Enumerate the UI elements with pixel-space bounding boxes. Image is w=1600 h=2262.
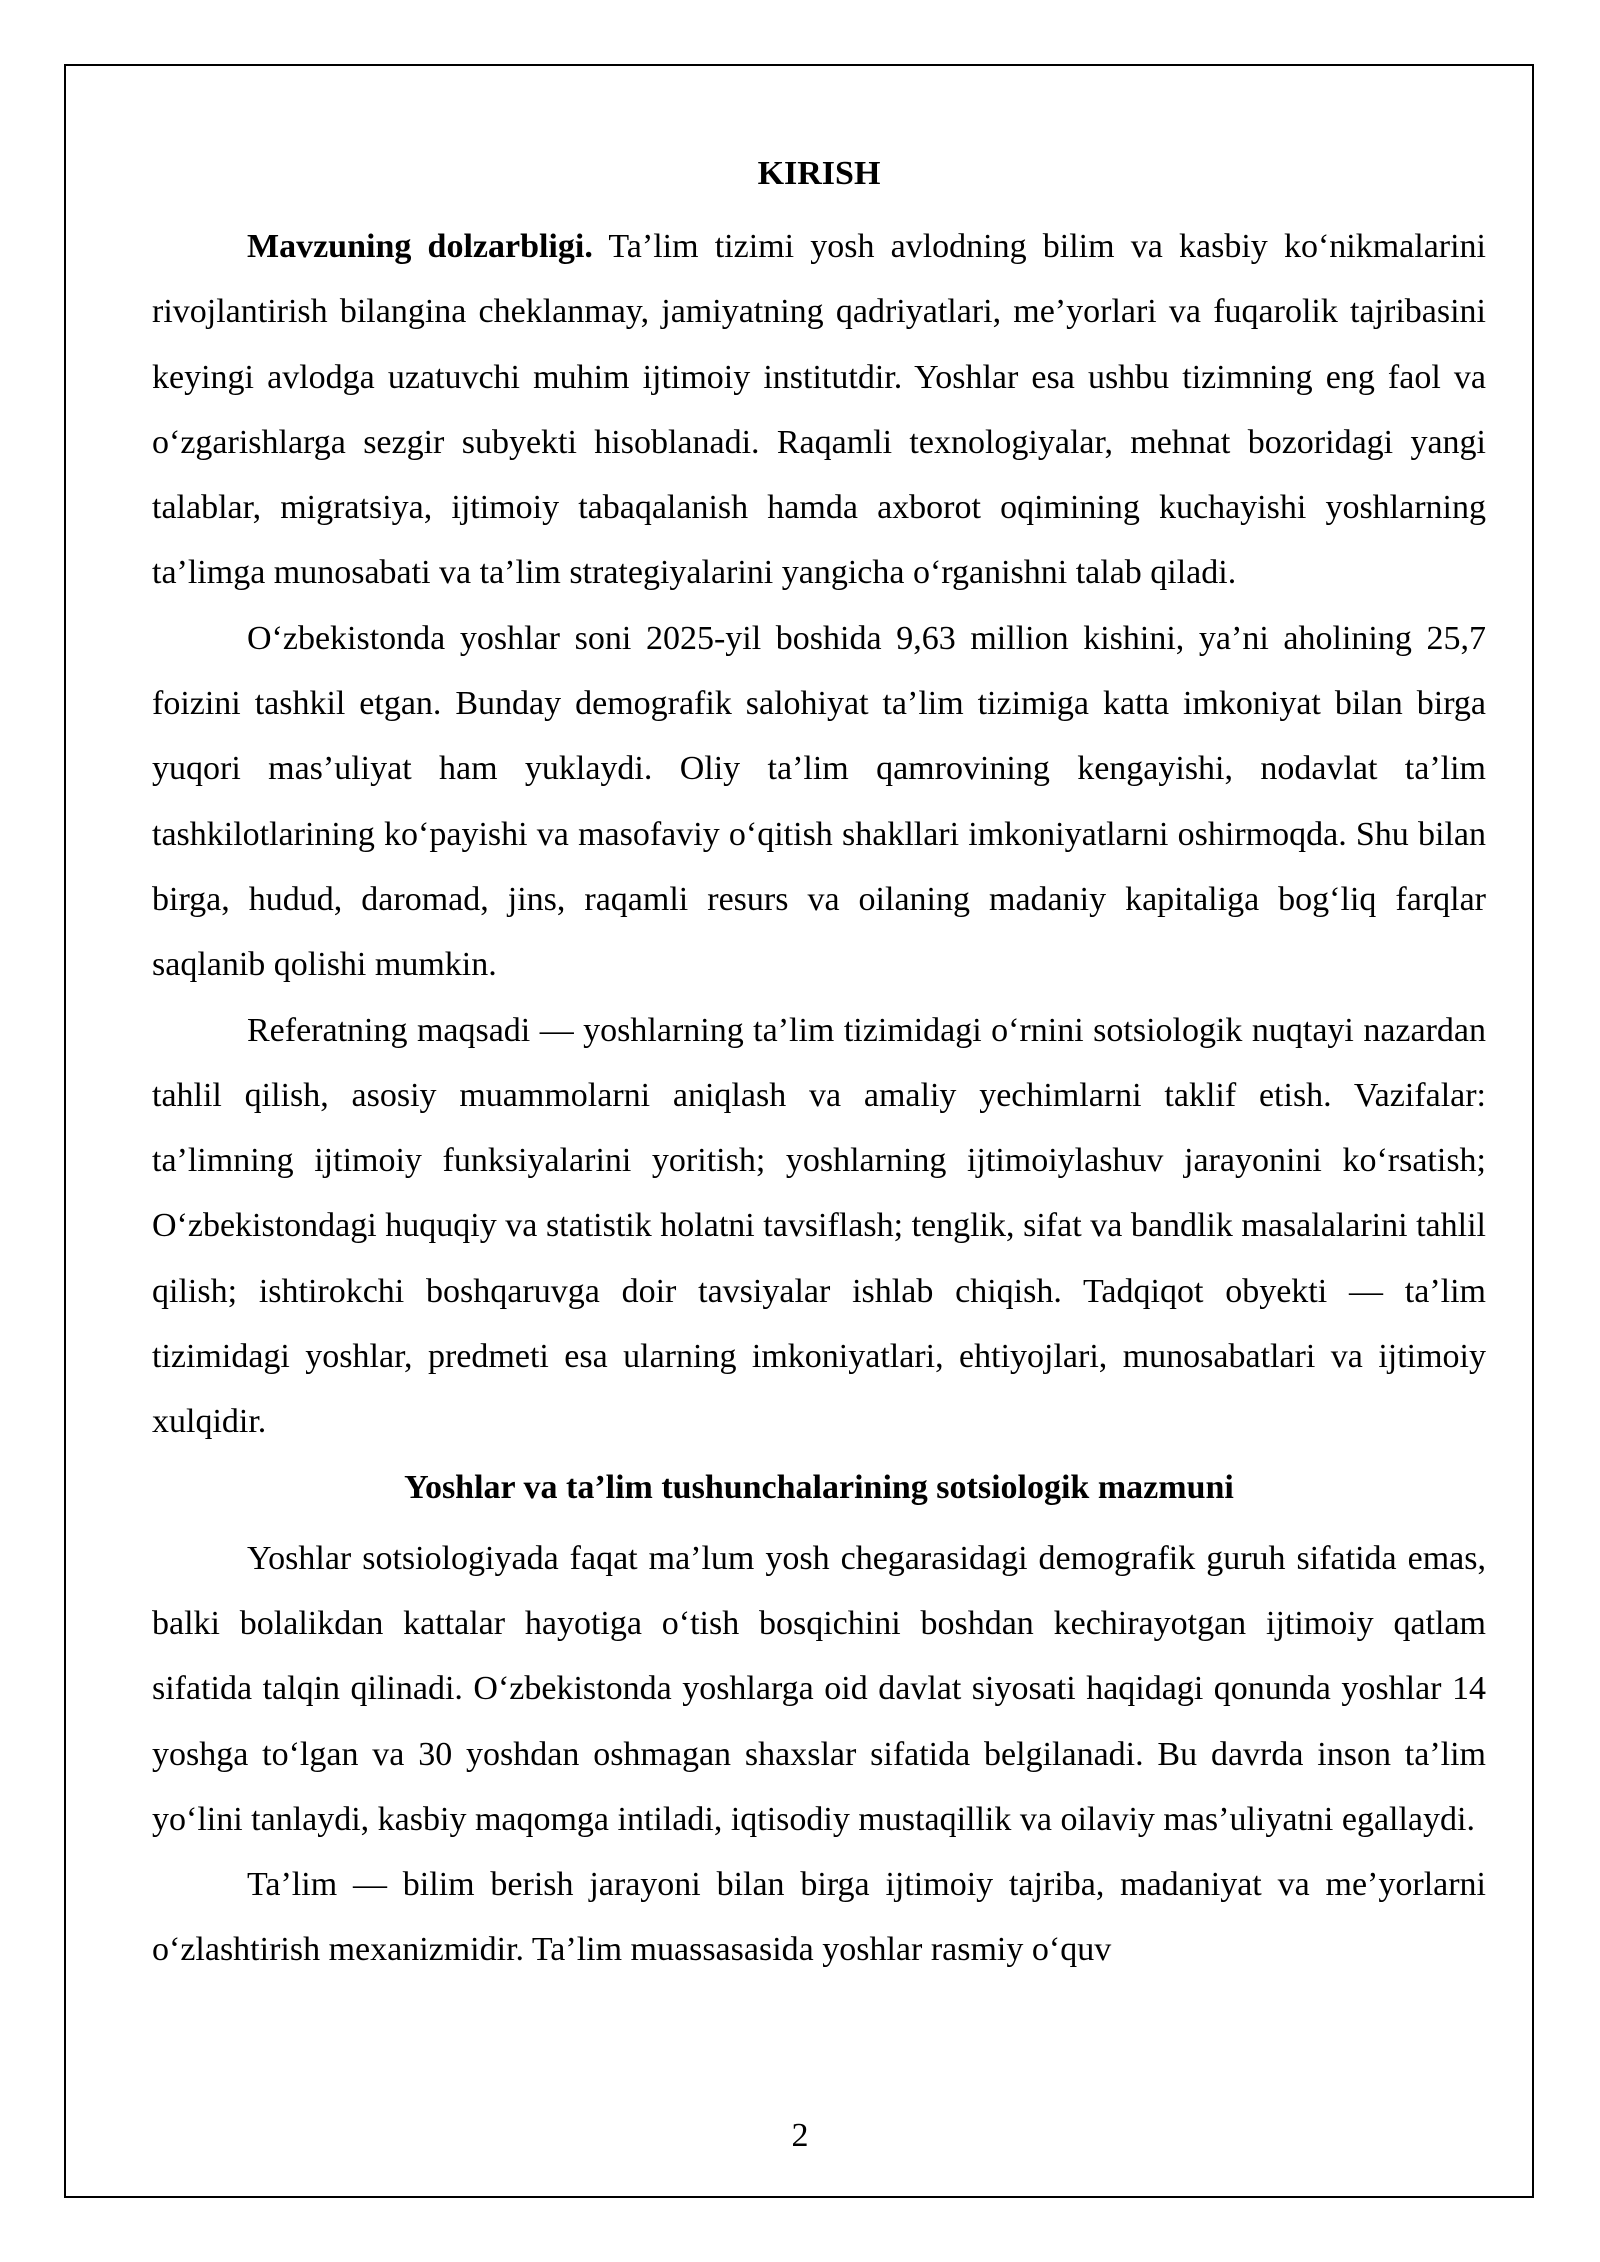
page-number: 2 — [791, 2117, 809, 2154]
relevance-lead: Mavzuning dolzarbligi. — [247, 228, 593, 265]
section-title-kirish: KIRISH — [757, 155, 881, 192]
section-heading-concepts: Yoshlar va ta’lim tushunchalarining sotsiologik mazmuni — [404, 1468, 1234, 1506]
paragraph-relevance — [152, 214, 1486, 606]
page-content — [152, 150, 1486, 1983]
paragraph-demographics: O‘zbekistonda yoshlar soni 2025-yil boshida 9,63 million kishini, ya’ni aholining 25,7 foizini tashkil etgan. Bunday demografik salohiyat ta’lim tizimiga katta imkoniyat bilan birga yuqori mas’uliyat ham yuklaydi. Oliy ta’lim qamrovining kengayishi, nodavlat ta’lim tashkilotlarining ko‘payishi va masofaviy o‘qitish shakllari imkoniyatlarni oshirmoqda. Shu bilan birga, hudud, daromad, jins, raqamli resurs va oilaning madaniy kapitaliga bog‘liq farqlar saqlanib qolishi mumkin. — [152, 619, 1486, 984]
paragraph-goals: Referatning maqsadi — yoshlarning ta’lim tizimidagi o‘rnini sotsiologik nuqtayi nazardan tahlil qilish, asosiy muammolarni aniqlash va amaliy yechimlarni taklif etish. Vazifalar: ta’limning ijtimoiy funksiyalarini yoritish; yoshlarning ijtimoiylashuv jarayonini ko‘rsatish; O‘zbekistondagi huquqiy va statistik holatni tavsiflash; tenglik, sifat va bandlik masalalarini tahlil qilish; ishtirokchi boshqaruvga doir tavsiyalar ishlab chiqish. Tadqiqot obyekti — ta’lim tizimidagi yoshlar, predmeti esa ularning imkoniyatlari, ehtiyojlari, munosabatlari va ijtimoiy xulqidir. — [152, 1011, 1486, 1441]
relevance-text: Ta’lim tizimi yosh avlodning bilim va kasbiy ko‘nikmalarini rivojlantirish bilangina cheklanmay, jamiyatning qadriyatlari, me’yorlari va fuqarolik tajribasini keyingi avlodga uzatuvchi muhim ijtimoiy institutdir. Yoshlar esa ushbu tizimning eng faol va o‘zgarishlarga sezgir subyekti hisoblanadi. Raqamli texnologiyalar, mehnat bozoridagi yangi talablar, migratsiya, ijtimoiy tabaqalanish hamda axborot oqimining kuchayishi yoshlarning ta’limga munosabati va ta’lim strategiyalarini yangicha o‘rganishni talab qiladi. — [152, 228, 1487, 592]
paragraph-education-definition: Ta’lim — bilim berish jarayoni bilan birga ijtimoiy tajriba, madaniyat va me’yorlarni o‘zlashtirish mexanizmidir. Ta’lim muassasasida yoshlar rasmiy o‘quv — [152, 1866, 1486, 1969]
paragraph-youth-definition: Yoshlar sotsiologiyada faqat ma’lum yosh chegarasidagi demografik guruh sifatida emas, balki bolalikdan kattalar hayotiga o‘tish bosqichini boshdan kechirayotgan ijtimoiy qatlam sifatida talqin qilinadi. O‘zbekistonda yoshlarga oid davlat siyosati haqidagi qonunda yoshlar 14 yoshga to‘lgan va 30 yoshdan oshmagan shaxslar sifatida belgilanadi. Bu davrda inson ta’lim yo‘lini tanlaydi, kasbiy maqomga intiladi, iqtisodiy mustaqillik va oilaviy mas’uliyatni egallaydi. — [152, 1539, 1486, 1838]
